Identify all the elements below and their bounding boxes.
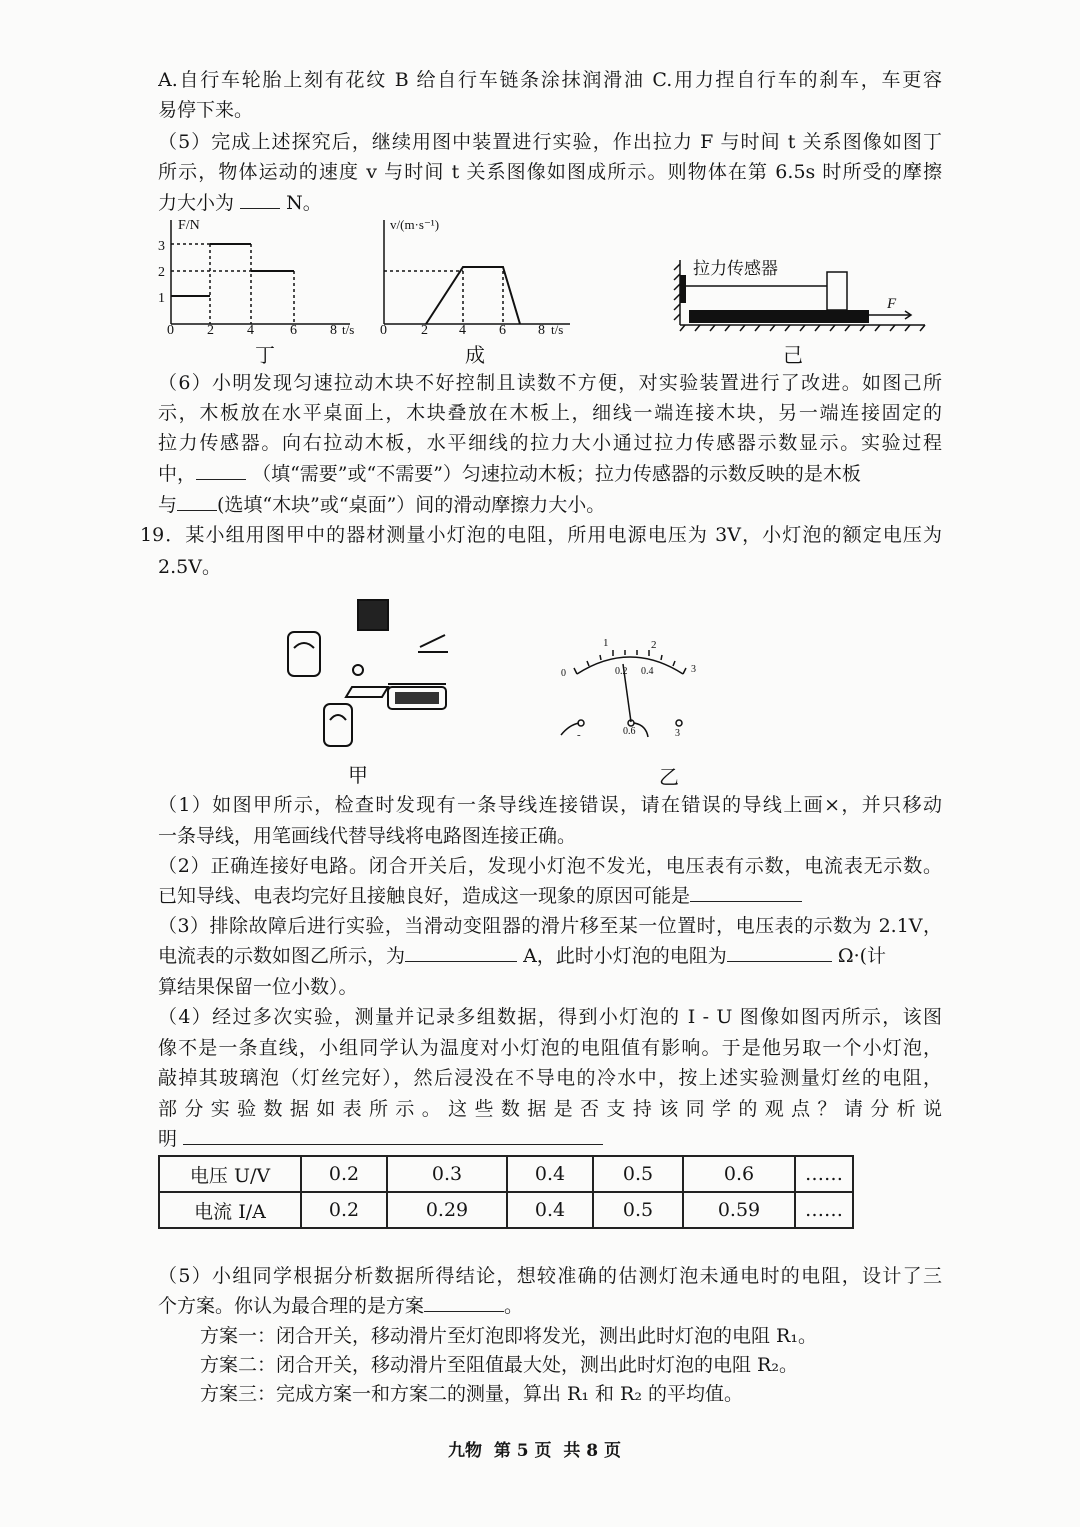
- table-cell: ……: [795, 1156, 853, 1192]
- terminal-label: 0.6: [623, 726, 636, 737]
- text-line: A.自行车轮胎上刻有花纹 B 给自行车链条涂抹润滑油 C.用力捏自行车的刹车，车更容: [158, 69, 942, 91]
- tick-label: 1: [158, 291, 165, 306]
- voltmeter-icon: [288, 632, 320, 676]
- text: 明: [158, 1128, 178, 1150]
- text: 与: [158, 494, 178, 516]
- figure-caption: 乙: [659, 767, 679, 789]
- text-line: [158, 882, 942, 910]
- table-row: [159, 1192, 853, 1228]
- plan-3: 方案三：完成方案一和方案二的测量，算出 R₁ 和 R₂ 的平均值。: [200, 1383, 744, 1405]
- text-line: [158, 942, 942, 970]
- text: Ω·(计: [837, 945, 887, 967]
- tick-label: 8: [538, 323, 545, 338]
- data-table: [158, 1155, 854, 1229]
- text-line: （1）如图甲所示，检查时发现有一条导线连接错误，请在错误的导线上画×，并只移动: [158, 794, 942, 816]
- tick-label: 0: [167, 323, 174, 338]
- text-line: （4）经过多次实验，测量并记录多组数据，得到小灯泡的 I - U 图像如图丙所示，该图: [158, 1006, 942, 1028]
- table-row: [159, 1156, 853, 1192]
- terminal-label: 3: [675, 728, 680, 739]
- tick-label: 8: [330, 323, 337, 338]
- text-line: 像不是一条直线，小组同学认为温度对小灯泡的电阻值有影响。于是他另取一个小灯泡，: [158, 1037, 942, 1059]
- table-cell: 0.6: [683, 1156, 795, 1192]
- force-label: F: [887, 296, 897, 312]
- switch-icon: [418, 635, 448, 652]
- y-axis-label: v/(m·s⁻¹): [390, 217, 440, 232]
- tick-label: 0: [380, 323, 387, 338]
- question-19: 19．某小组用图甲中的器材测量小灯泡的电阻，所用电源电压为 3V，小灯泡的额定电压为: [140, 524, 942, 546]
- text-line: （3）排除故障后进行实验，当滑动变阻器的滑片移至某一位置时，电压表的示数为 2.1V，: [158, 915, 942, 937]
- scale-label: 0.4: [641, 666, 654, 677]
- terminal-label: -: [577, 729, 581, 741]
- table-cell: 0.4: [507, 1156, 593, 1192]
- text-line: [158, 460, 942, 488]
- answer-blank[interactable]: [690, 883, 802, 902]
- text: A，此时小灯泡的电阻为: [523, 945, 727, 967]
- text-line: 一条导线，用笔画线代替导线将电路图连接正确。: [158, 825, 577, 847]
- text-line: 算结果保留一位小数）。: [158, 976, 358, 998]
- text: 个方案。你认为最合理的是方案: [158, 1295, 425, 1317]
- sensor-apparatus-diagram: [665, 250, 930, 370]
- text: 电流表的示数如图乙所示，为: [158, 945, 406, 967]
- force-time-graph: [150, 212, 360, 372]
- text-line: （5）完成上述探究后，继续用图中装置进行实验，作出拉力 F 与时间 t 关系图像如图丁: [158, 131, 942, 153]
- plan-1: 方案一：闭合开关，移动滑片至灯泡即将发光，测出此时灯泡的电阻 R₁。: [200, 1325, 817, 1347]
- sensor-label: 拉力传感器: [693, 259, 778, 278]
- lamp-icon: [346, 687, 388, 697]
- text-line: 2.5V。: [158, 556, 221, 578]
- answer-blank[interactable]: [183, 1126, 603, 1145]
- table-cell: 0.59: [683, 1192, 795, 1228]
- answer-blank[interactable]: [727, 943, 832, 962]
- scale-label: 1: [603, 637, 609, 649]
- tick-label: 2: [158, 265, 165, 280]
- figure-caption: 甲: [348, 765, 368, 787]
- text: N。: [286, 192, 322, 214]
- scale-label: 3: [691, 664, 696, 675]
- text-line: （2）正确连接好电路。闭合开关后，发现小灯泡不发光，电压表有示数，电流表无示数。: [158, 855, 942, 877]
- page-footer: 九物 第 5 页 共 8 页: [448, 1441, 622, 1461]
- text-line: [158, 491, 942, 519]
- velocity-time-graph: [370, 212, 585, 372]
- answer-blank[interactable]: [240, 190, 280, 209]
- text-line: 拉力传感器。向右拉动木板，水平细线的拉力大小通过拉力传感器示数显示。实验过程: [158, 432, 942, 454]
- text-line: （6）小明发现匀速拉动木块不好控制且读数不方便，对实验装置进行了改进。如图己所: [158, 372, 942, 394]
- text: （填“需要”或“不需要”）匀速拉动木板；拉力传感器的示数反映的是木板: [252, 463, 861, 485]
- table-cell: 0.2: [301, 1156, 387, 1192]
- text: 力大小为: [158, 192, 235, 214]
- circuit-components-figure: [270, 592, 470, 792]
- scale-label: 0: [561, 668, 566, 679]
- figure-caption: 丁: [255, 345, 275, 367]
- x-axis-label: t/s: [342, 322, 355, 337]
- text-line: 示，木板放在水平桌面上，木块叠放在木板上，细线一端连接木块，另一端连接固定的: [158, 402, 942, 424]
- text: 中，: [158, 463, 197, 485]
- battery-icon: [358, 600, 388, 630]
- text-line: 敲掉其玻璃泡（灯丝完好），然后浸没在不导电的冷水中，按上述实验测量灯丝的电阻，: [158, 1067, 942, 1089]
- text-line: 所示，物体运动的速度 v 与时间 t 关系图像如图成所示。则物体在第 6.5s 时所受的摩擦: [158, 161, 942, 183]
- table-cell: 0.5: [593, 1156, 683, 1192]
- x-axis-label: t/s: [551, 322, 564, 337]
- text: (选填“木块”或“桌面”）间的滑动摩擦力大小。: [217, 494, 606, 516]
- plan-2: 方案二：闭合开关，移动滑片至阻值最大处，测出此时灯泡的电阻 R₂。: [200, 1354, 798, 1376]
- scale-label: 0.2: [615, 666, 628, 677]
- table-cell: 0.2: [301, 1192, 387, 1228]
- text-line: [158, 1292, 942, 1320]
- y-axis-label: F/N: [178, 218, 200, 233]
- text: 已知导线、电表均完好且接触良好，造成这一现象的原因可能是: [158, 885, 691, 907]
- text: 。: [504, 1295, 524, 1317]
- figure-caption: 成: [465, 345, 485, 367]
- row-header: 电压 U/V: [159, 1156, 301, 1192]
- tick-label: 4: [459, 323, 466, 338]
- table-cell: 0.5: [593, 1192, 683, 1228]
- scale-label: 2: [651, 639, 657, 651]
- table-cell: 0.29: [387, 1192, 507, 1228]
- tick-label: 2: [421, 323, 428, 338]
- table-cell: 0.3: [387, 1156, 507, 1192]
- answer-blank[interactable]: [177, 492, 217, 511]
- answer-blank[interactable]: [424, 1293, 504, 1312]
- tick-label: 2: [207, 323, 214, 338]
- text-line: 部分实验数据如表所示。这些数据是否支持该同学的观点？请分析说: [158, 1098, 942, 1120]
- answer-blank[interactable]: [196, 461, 246, 480]
- ammeter-icon: [324, 704, 352, 746]
- ammeter-dial-figure: [555, 630, 705, 790]
- text-line: [158, 1125, 942, 1153]
- text-line: 易停下来。: [158, 99, 254, 121]
- text-line: （5）小组同学根据分析数据所得结论，想较准确的估测灯泡未通电时的电阻，设计了三: [158, 1265, 942, 1287]
- table-cell: 0.4: [507, 1192, 593, 1228]
- row-header: 电流 I/A: [159, 1192, 301, 1228]
- table-cell: ……: [795, 1192, 853, 1228]
- tick-label: 3: [158, 239, 165, 254]
- tick-label: 4: [247, 323, 254, 338]
- tick-label: 6: [290, 323, 297, 338]
- figure-caption: 己: [783, 345, 803, 367]
- answer-blank[interactable]: [405, 943, 517, 962]
- tick-label: 6: [499, 323, 506, 338]
